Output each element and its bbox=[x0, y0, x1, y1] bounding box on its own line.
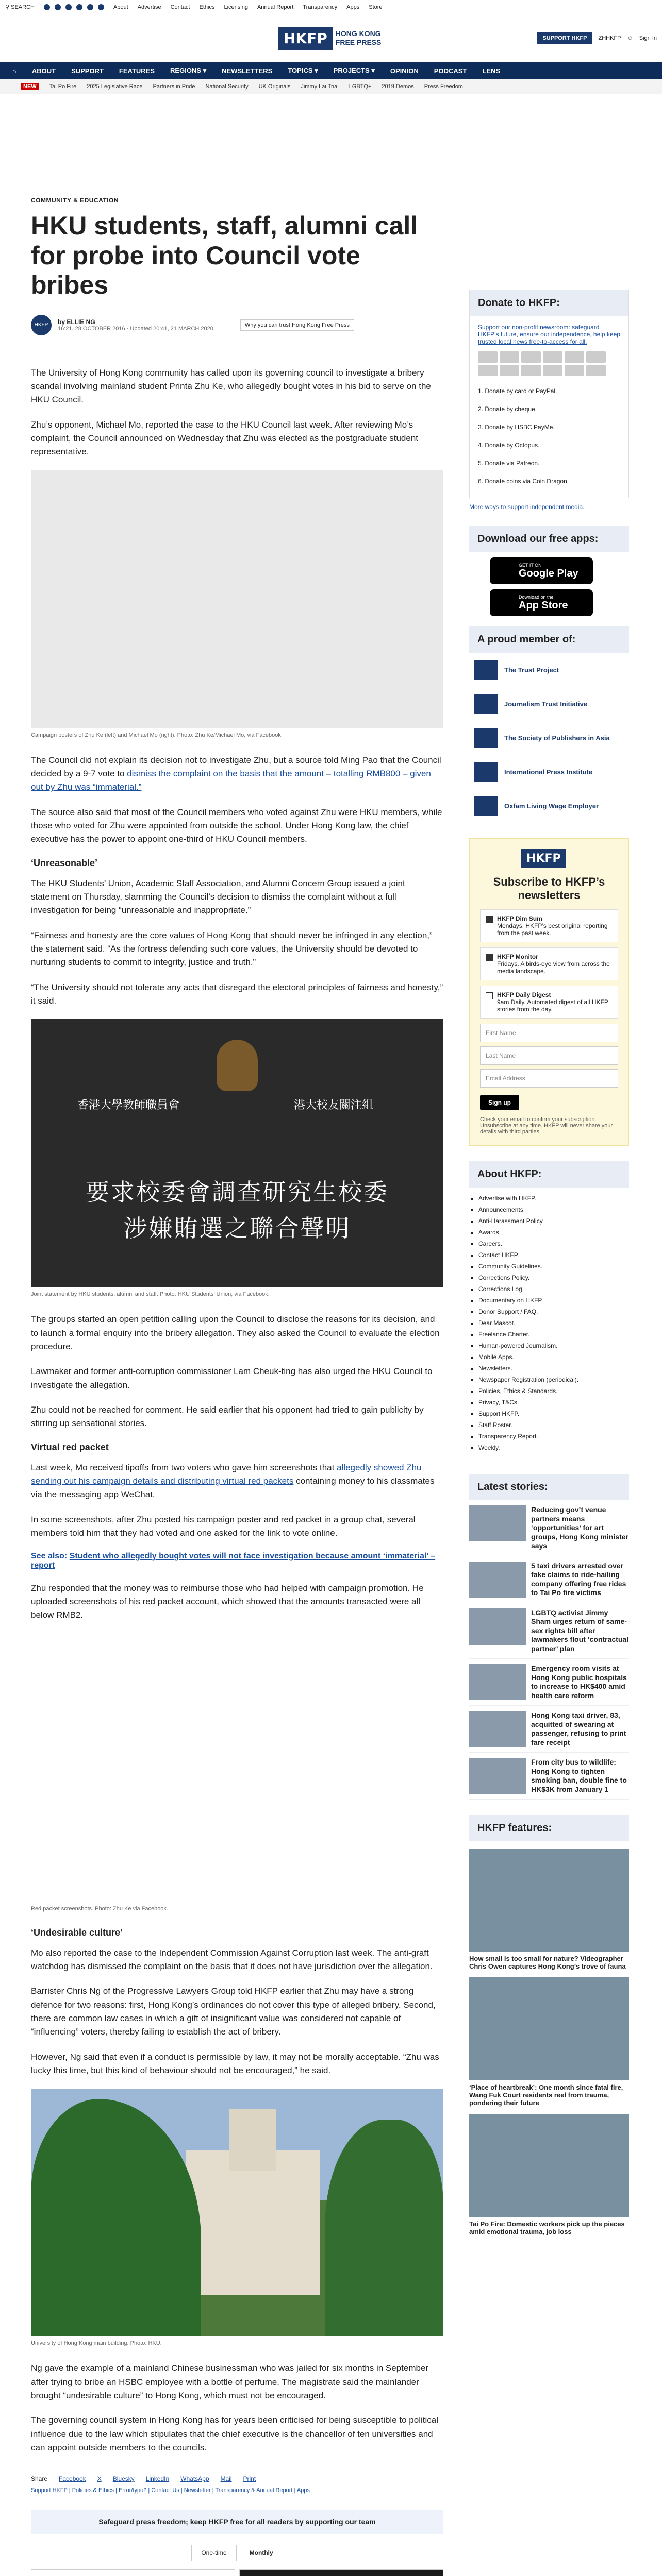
story-title: Emergency room visits at Hong Kong public hospitals to increase to HK$400 amid health care reform bbox=[531, 1664, 627, 1700]
hku-crest-icon bbox=[217, 1040, 258, 1091]
about-link[interactable]: ▪ Newspaper Registration (periodical). bbox=[478, 1374, 629, 1385]
member-logo[interactable]: Journalism Trust Initiative bbox=[469, 687, 629, 721]
one-time-option[interactable]: One-time bbox=[191, 2545, 236, 2561]
top-link-annual-report[interactable]: Annual Report bbox=[257, 4, 294, 10]
top-link-advertise[interactable]: Advertise bbox=[137, 4, 161, 10]
about-link[interactable]: ▪ Staff Roster. bbox=[478, 1419, 629, 1431]
feature-thumbnail bbox=[469, 2114, 629, 2217]
amount-option[interactable] bbox=[239, 2569, 443, 2576]
about-list bbox=[469, 1188, 629, 1459]
trend-link[interactable]: Press Freedom bbox=[424, 83, 463, 90]
new-badge: NEW bbox=[21, 83, 39, 90]
paragraph: Zhu’s opponent, Michael Mo, reported the case to the HKU Council last week. After reviewing Mo’s complaint, the Council announced on Wednesday that Zhu was elected as the postgraduate student representative. bbox=[31, 419, 419, 457]
apps-title: Download our free apps: bbox=[469, 526, 629, 552]
inline-link[interactable]: dismiss the complaint on the basis that the amount – totalling RMB800 – given out by Zhu was “immaterial.” bbox=[31, 768, 431, 792]
newsletter-title: Subscribe to HKFP’s newsletters bbox=[493, 875, 605, 902]
subheading: ‘Unreasonable’ bbox=[31, 857, 98, 868]
donate-step[interactable]: 3. Donate by HSBC PayMe. bbox=[478, 418, 620, 436]
latest-story[interactable] bbox=[469, 1706, 629, 1753]
home-icon[interactable]: ⌂ bbox=[12, 66, 16, 75]
about-link[interactable]: ▪ Transparency Report. bbox=[478, 1431, 629, 1442]
newsletter-box bbox=[469, 838, 629, 1146]
donate-step[interactable]: 1. Donate by card or PayPal. bbox=[478, 382, 620, 400]
support-button[interactable]: SUPPORT HKFP bbox=[537, 32, 592, 44]
top-utility-bar bbox=[0, 0, 662, 14]
feature-title: Tai Po Fire: Domestic workers pick up the pieces amid emotional trauma, job loss bbox=[469, 2220, 625, 2235]
signup-button[interactable]: Sign up bbox=[480, 1095, 519, 1110]
youtube-icon[interactable] bbox=[76, 4, 82, 10]
story-thumbnail bbox=[469, 1562, 526, 1598]
newsletter-option[interactable]: HKFP Dim Sum Mondays. HKFP’s best original reporting from the past week. bbox=[480, 909, 618, 942]
top-link-contact[interactable]: Contact bbox=[170, 4, 190, 10]
newsletter-note: Check your email to confirm your subscription. Unsubscribe at any time. HKFP will never share your details with third parties. bbox=[480, 1116, 613, 1135]
trending-bar bbox=[0, 79, 662, 94]
more-ways-link[interactable]: More ways to support independent media. bbox=[469, 503, 585, 511]
about-link[interactable]: ▪ Privacy, T&Cs. bbox=[478, 1397, 629, 1408]
hku-building-image bbox=[31, 2089, 443, 2336]
nav-support[interactable]: SUPPORT bbox=[71, 66, 104, 75]
trust-link[interactable]: Why you can trust Hong Kong Free Press bbox=[240, 319, 354, 331]
subheading: ‘Undesirable culture’ bbox=[31, 1927, 123, 1938]
checkbox-checked-icon bbox=[486, 954, 493, 961]
share-mail[interactable]: Mail bbox=[220, 2475, 232, 2483]
share-bar bbox=[31, 2475, 443, 2482]
donate-step[interactable]: 4. Donate by Octopus. bbox=[478, 436, 620, 454]
first-name-field[interactable]: First Name bbox=[480, 1024, 618, 1042]
share-linkedin[interactable]: LinkedIn bbox=[145, 2475, 170, 2483]
donate-step[interactable]: 6. Donate coins via Coin Dragon. bbox=[478, 472, 620, 490]
subheading: Virtual red packet bbox=[31, 1442, 109, 1452]
story-title: Reducing gov’t venue partners means ‘opportunities’ for art groups, Hong Kong minister says bbox=[531, 1505, 628, 1550]
inline-link[interactable]: allegedly showed Zhu sending out his campaign details and distributing virtual red packets bbox=[31, 1462, 422, 1486]
paragraph: Lawmaker and former anti-corruption commissioner Lam Cheuk-ting has also urged the HKU Council to investigate the allegation. bbox=[31, 1366, 433, 1390]
features-title: HKFP features: bbox=[469, 1815, 629, 1841]
story-title: 5 taxi drivers arrested over fake claims to ride-hailing company offering free rides to Tai Po fire victims bbox=[531, 1561, 626, 1597]
main-nav bbox=[0, 62, 662, 79]
share-bluesky[interactable]: Bluesky bbox=[112, 2475, 135, 2483]
payment-icons bbox=[478, 351, 620, 376]
about-link[interactable]: ▪ Careers. bbox=[478, 1238, 629, 1249]
about-title: About HKFP: bbox=[469, 1161, 629, 1188]
about-link[interactable]: ▪ Documentary on HKFP. bbox=[478, 1295, 629, 1306]
about-link[interactable]: ▪ Freelance Charter. bbox=[478, 1329, 629, 1340]
top-link-licensing[interactable]: Licensing bbox=[224, 4, 248, 10]
trust-project-icon bbox=[474, 660, 498, 680]
language-switch[interactable]: ZHHKFP bbox=[598, 35, 621, 41]
image-caption: Joint statement by HKU students, alumni and staff. Photo: HKU Students’ Union, via Facebook. bbox=[31, 1291, 270, 1298]
avatar: HKFP bbox=[31, 315, 52, 335]
latest-story[interactable] bbox=[469, 1753, 629, 1800]
feature-thumbnail bbox=[469, 1977, 629, 2080]
byline bbox=[31, 315, 443, 335]
feature-story[interactable] bbox=[469, 1977, 629, 2107]
image-caption: Red packet screenshots. Photo: Zhu Ke via Facebook. bbox=[31, 1905, 168, 1912]
sidebar bbox=[469, 94, 629, 2576]
red-packet-screenshots-image bbox=[31, 1634, 443, 1902]
paragraph: Zhu responded that the money was to reimburse those who had helped with campaign promotion. He uploaded screenshots of his red packet account, which showed that the amounts transacted were all below RMB2. bbox=[31, 1583, 424, 1620]
top-link-ethics[interactable]: Ethics bbox=[199, 4, 215, 10]
article bbox=[31, 94, 443, 2576]
nav-newsletters[interactable]: NEWSLETTERS bbox=[222, 66, 273, 75]
nav-podcast[interactable]: PODCAST bbox=[434, 66, 467, 75]
story-title: LGBTQ activist Jimmy Sham urges return of same-sex rights bill after lawmakers flout ‘contractual partner’ plan bbox=[531, 1608, 629, 1653]
features-list bbox=[469, 1849, 629, 2235]
about-link[interactable]: ▪ Anti-Harassment Policy. bbox=[478, 1215, 629, 1227]
joint-statement-image: 香港大學教師職員會 港大校友關注組 要求校委會調查研究生校委 涉嫌賄選之聯合聲明 bbox=[31, 1019, 443, 1287]
oxfam-icon bbox=[474, 796, 498, 816]
about-link[interactable]: ▪ Awards. bbox=[478, 1227, 629, 1238]
paragraph: Barrister Chris Ng of the Progressive Lawyers Group told HKFP earlier that Zhu may have a strong defence for two reasons: first, Hong Kong’s ordinances do not cover this type of alleged bribery. Second, there are common law cases in which a gift of insignificant value was considered not capable of “influencing” voters, thereby failing to establish the act of bribery. bbox=[31, 1986, 436, 2037]
feature-story[interactable] bbox=[469, 2114, 629, 2235]
about-link[interactable]: ▪ Corrections Policy. bbox=[478, 1272, 629, 1283]
member-title: A proud member of: bbox=[469, 626, 629, 653]
story-title: Hong Kong taxi driver, 83, acquitted of swearing at passenger, refusing to print fare receipt bbox=[531, 1711, 626, 1747]
amount-options bbox=[31, 2569, 443, 2576]
trend-link[interactable]: National Security bbox=[205, 83, 249, 90]
app-store-button[interactable]: Download on the App Store bbox=[490, 589, 593, 616]
donate-box bbox=[469, 290, 629, 498]
footer-links[interactable]: Support HKFP | Policies & Ethics | Error/typo? | Contact Us | Newsletter | Transparency & Annual Report | Apps bbox=[31, 2487, 443, 2499]
trend-link[interactable]: Tai Po Fire bbox=[49, 83, 77, 90]
checkbox-icon bbox=[486, 992, 493, 999]
donate-text[interactable]: Support our non-profit newsroom: safeguard HKFP’s future, ensure our independence, help keep trusted local news free-to-access for all. bbox=[478, 324, 620, 345]
about-link[interactable]: ▪ Dear Mascot. bbox=[478, 1317, 629, 1329]
about-link[interactable]: ▪ Contact HKFP. bbox=[478, 1249, 629, 1261]
paragraph: The HKU Students’ Union, Academic Staff Association, and Alumni Concern Group issued a joint statement on Thursday, slamming the Council’s decision to dismiss the complaint without a full investigation for being “unreasonable and inappropriate.” bbox=[31, 878, 405, 916]
publish-date: 16:21, 28 OCTOBER 2016 · Updated 20:41, 21 MARCH 2020 bbox=[58, 325, 213, 332]
user-icon[interactable]: ☺ bbox=[627, 35, 633, 41]
trend-link[interactable]: 2025 Legislative Race bbox=[87, 83, 143, 90]
about-link[interactable]: ▪ Human-powered Journalism. bbox=[478, 1340, 629, 1351]
top-link-about[interactable]: About bbox=[113, 4, 128, 10]
latest-story[interactable] bbox=[469, 1659, 629, 1706]
jti-icon bbox=[474, 694, 498, 714]
paragraph: Last week, Mo received tipoffs from two voters who gave him screenshots that allegedly showed Zhu sending out his campaign details and distributing virtual red packets containing money to his classmates via the messaging app WeChat. bbox=[31, 1462, 435, 1500]
latest-list bbox=[469, 1500, 629, 1800]
see-also-link[interactable]: Student who allegedly bought votes will not face investigation because amount ‘immaterial’ – report bbox=[31, 1551, 436, 1570]
email-field[interactable]: Email Address bbox=[480, 1069, 618, 1088]
sopa-icon bbox=[474, 728, 498, 748]
trend-link[interactable]: 2019 Demos bbox=[382, 83, 414, 90]
top-link-apps[interactable]: Apps bbox=[346, 4, 360, 10]
campaign-posters-image bbox=[31, 470, 443, 728]
about-link[interactable]: ▪ Announcements. bbox=[478, 1204, 629, 1215]
image-caption: University of Hong Kong main building. Photo: HKU. bbox=[31, 2340, 162, 2347]
paragraph: The Council did not explain its decision not to investigate Zhu, but a source told Ming Pao that the Council decided by a 9-7 vote to dismiss the complaint on the basis that the amount – totalling RMB800 – given out by Zhu was “immaterial.” bbox=[31, 755, 441, 792]
rss-icon[interactable] bbox=[98, 4, 104, 10]
article-title: HKU students, staff, alumni call for probe into Council vote bribes bbox=[31, 211, 418, 299]
nav-projects[interactable]: PROJECTS ▾ bbox=[333, 66, 375, 74]
about-link[interactable]: ▪ Advertise with HKFP. bbox=[478, 1193, 629, 1204]
top-link-transparency[interactable]: Transparency bbox=[303, 4, 338, 10]
about-link[interactable]: ▪ Mobile Apps. bbox=[478, 1351, 629, 1363]
share-x[interactable]: X bbox=[97, 2475, 102, 2483]
author-name[interactable]: by ELLIE NG bbox=[58, 318, 95, 326]
paragraph: In some screenshots, after Zhu posted his campaign poster and red packet in a group chat, several members told him that they had voted and one asked for the link to vote online. bbox=[31, 1514, 416, 1538]
story-thumbnail bbox=[469, 1664, 526, 1700]
feature-thumbnail bbox=[469, 1849, 629, 1952]
latest-story[interactable] bbox=[469, 1603, 629, 1659]
frequency-toggle bbox=[31, 2545, 443, 2561]
paragraph: The University of Hong Kong community has called upon its governing council to investigate a bribery scandal involving mainland student Printa Zhu Ke, who allegedly bought votes in his bid to serve on the HKU Council. bbox=[31, 367, 431, 405]
nav-features[interactable]: FEATURES bbox=[119, 66, 155, 75]
latest-story[interactable] bbox=[469, 1556, 629, 1603]
nav-opinion[interactable]: OPINION bbox=[390, 66, 419, 75]
paragraph: However, Ng said that even if a conduct is permissible by law, it may not be morally acceptable. “Zhu was lucky this time, but this kind of behaviour should not be encouraged,” he said. bbox=[31, 2052, 439, 2075]
monthly-option[interactable]: Monthly bbox=[240, 2545, 283, 2561]
story-thumbnail bbox=[469, 1505, 526, 1541]
about-link[interactable]: ▪ Donor Support / FAQ. bbox=[478, 1306, 629, 1317]
trend-link[interactable]: UK Originals bbox=[258, 83, 291, 90]
latest-story[interactable] bbox=[469, 1500, 629, 1556]
story-thumbnail bbox=[469, 1758, 526, 1794]
feature-title: ‘Place of heartbreak’: One month since fatal fire, Wang Fuk Court residents reel from trauma, pondering their future bbox=[469, 2083, 623, 2107]
paragraph: The groups started an open petition calling upon the Council to disclose the reasons for its decision, and to launch a formal enquiry into the bribery allegation. They also asked the Council to evaluate the election procedure. bbox=[31, 1314, 440, 1352]
member-logo[interactable]: International Press Institute bbox=[469, 755, 629, 789]
instagram-icon[interactable] bbox=[65, 4, 72, 10]
nav-topics[interactable]: TOPICS ▾ bbox=[288, 66, 318, 74]
site-logo[interactable]: HKFP HONG KONG FREE PRESS bbox=[278, 27, 381, 50]
donate-step[interactable]: 5. Donate via Patreon. bbox=[478, 454, 620, 472]
masthead bbox=[0, 14, 662, 62]
about-link[interactable]: ▪ Support HKFP. bbox=[478, 1408, 629, 1419]
nav-lens[interactable]: LENS bbox=[482, 66, 501, 75]
ipi-icon bbox=[474, 762, 498, 782]
latest-title: Latest stories: bbox=[469, 1474, 629, 1500]
paragraph: “Fairness and honesty are the core values of Hong Kong that should never be infringed in any election,” the statement said. “As the fortress defending such core values, the University should be devoted to nurturing students to commit to integrity, justice and truth.” bbox=[31, 930, 433, 968]
social-icons bbox=[44, 4, 104, 10]
facebook-icon[interactable] bbox=[44, 4, 50, 10]
donate-banner: Safeguard press freedom; keep HKFP free for all readers by supporting our team bbox=[31, 2510, 443, 2534]
newsletter-option[interactable]: HKFP Daily Digest 9am Daily. Automated digest of all HKFP stories from the day. bbox=[480, 986, 618, 1019]
donate-step[interactable]: 2. Donate by cheque. bbox=[478, 400, 620, 418]
about-link[interactable]: ▪ Policies, Ethics & Standards. bbox=[478, 1385, 629, 1397]
share-print[interactable]: Print bbox=[243, 2475, 256, 2483]
paragraph: Ng gave the example of a mainland Chinese businessman who was jailed for six months in September after trying to bribe an HSBC employee with a bottle of perfume. The magistrate said the mainlander brought “undesirable culture” to Hong Kong, which must not be encouraged. bbox=[31, 2363, 429, 2400]
google-play-button[interactable]: GET IT ON Google Play bbox=[490, 557, 593, 584]
paragraph: Mo also reported the case to the Independent Commission Against Corruption last week. The anti-graft watchdog has dismissed the complaint on the basis that it does not have jurisdiction over the allegation. bbox=[31, 1947, 433, 1971]
nav-about[interactable]: ABOUT bbox=[31, 66, 56, 75]
article-category[interactable]: COMMUNITY & EDUCATION bbox=[31, 197, 119, 204]
newsletter-option[interactable]: HKFP Monitor Fridays. A birds-eye view from across the media landscape. bbox=[480, 947, 618, 980]
member-logo[interactable]: The Trust Project bbox=[469, 653, 629, 687]
donate-title: Donate to HKFP: bbox=[470, 290, 628, 316]
share-facebook[interactable]: Facebook bbox=[59, 2475, 86, 2483]
newsletter-logo: HKFP bbox=[521, 849, 566, 868]
amount-option[interactable] bbox=[31, 2569, 235, 2576]
trend-link[interactable]: Jimmy Lai Trial bbox=[301, 83, 339, 90]
paragraph: The governing council system in Hong Kong has for years been criticised for being susceptible to political influence due to the law which stipulates that the chief executive is the chancellor of ten universities and can appoint outside members to the councils. bbox=[31, 2415, 438, 2452]
feature-story[interactable] bbox=[469, 1849, 629, 1970]
story-thumbnail bbox=[469, 1608, 526, 1645]
top-link-store[interactable]: Store bbox=[369, 4, 383, 10]
checkbox-checked-icon bbox=[486, 916, 493, 923]
member-logo[interactable]: The Society of Publishers in Asia bbox=[469, 721, 629, 755]
member-logo[interactable]: Oxfam Living Wage Employer bbox=[469, 789, 629, 823]
story-title: From city bus to wildlife: Hong Kong to tighten smoking ban, double fine to HK$3K from January 1 bbox=[531, 1758, 627, 1793]
about-link[interactable]: ▪ Newsletters. bbox=[478, 1363, 629, 1374]
x-icon[interactable] bbox=[55, 4, 61, 10]
paragraph: “The University should not tolerate any acts that disregard the electoral principles of fairness and honesty,” it said. bbox=[31, 982, 443, 1006]
feature-title: How small is too small for nature? Videographer Chris Owen captures Hong Kong’s trove of fauna bbox=[469, 1955, 626, 1970]
image-caption: Campaign posters of Zhu Ke (left) and Michael Mo (right). Photo: Zhu Ke/Michael Mo, via Facebook. bbox=[31, 732, 283, 738]
signin-link[interactable]: Sign In bbox=[639, 35, 657, 41]
share-whatsapp[interactable]: WhatsApp bbox=[180, 2475, 209, 2483]
nav-regions[interactable]: REGIONS ▾ bbox=[170, 66, 207, 74]
last-name-field[interactable]: Last Name bbox=[480, 1046, 618, 1065]
trend-link[interactable]: LGBTQ+ bbox=[349, 83, 372, 90]
about-link[interactable]: ▪ Community Guidelines. bbox=[478, 1261, 629, 1272]
trend-link[interactable]: Partners in Pride bbox=[153, 83, 195, 90]
telegram-icon[interactable] bbox=[87, 4, 93, 10]
search-link[interactable]: ⚲ SEARCH bbox=[5, 4, 35, 10]
see-also: See also: Student who allegedly bought votes will not face investigation because amount ‘immaterial’ – report bbox=[31, 1551, 436, 1570]
story-thumbnail bbox=[469, 1711, 526, 1747]
paragraph: Zhu could not be reached for comment. He said earlier that his opponent had tried to gain publicity by stirring up sensational stories. bbox=[31, 1405, 424, 1429]
share-label: Share bbox=[31, 2475, 48, 2483]
about-link[interactable]: ▪ Corrections Log. bbox=[478, 1283, 629, 1295]
paragraph: The source also said that most of the Council members who voted against Zhu were HKU members, while those who voted for Zhu were appointed from outside the school. Under Hong Kong law, the chief executive has the power to appoint one-third of HKU Council members. bbox=[31, 807, 442, 844]
about-link[interactable]: ▪ Weekly. bbox=[478, 1442, 629, 1453]
